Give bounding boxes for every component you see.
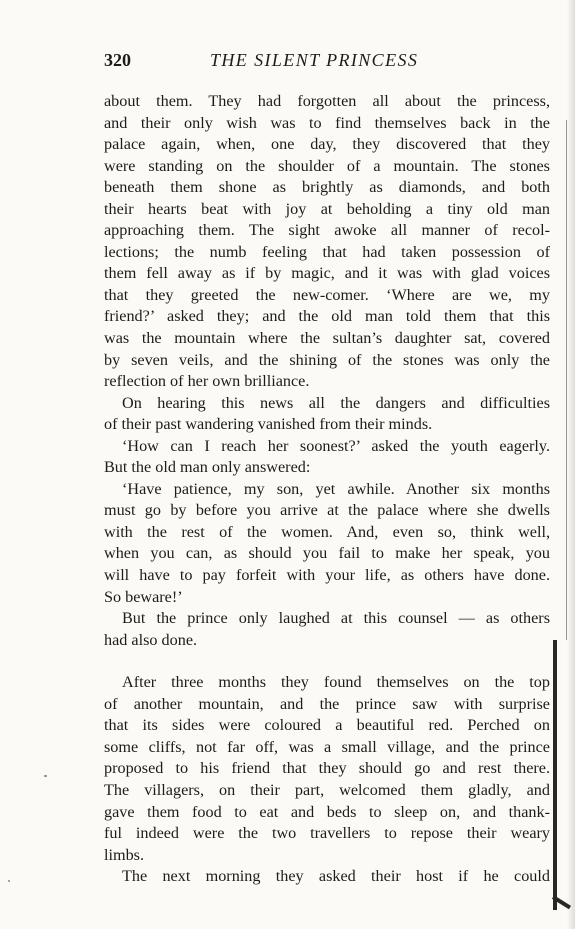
paper-speck [44,775,47,777]
text-line: and their only wish was to find themselves back in the [104,113,550,132]
text-line: of another mountain, and the prince saw with surprise [104,694,550,713]
paragraph [104,436,550,479]
text-line: palace again, when, one day, they discovered that they [104,135,550,154]
text-line: some cliffs, not far off, was a small village, and the prince [104,737,550,756]
paragraph [104,866,550,888]
paragraph [104,672,550,866]
paragraph [104,479,550,608]
text-line: that its sides were coloured a beautiful red. Perched on [104,716,550,735]
page-header [104,50,524,74]
binding-shadow [567,0,575,929]
text-line: So beware!’ [104,587,183,606]
text-line: them fell away as if by magic, and it was with glad voices [104,264,550,283]
text-line: by seven veils, and the shining of the stones was only the [104,350,550,369]
page-edge-line [566,120,567,640]
text-line: But the prince only laughed at this counsel — as others [122,609,550,628]
text-line: The villagers, on their part, welcomed them gladly, and [104,780,550,799]
text-line: lections; the numb feeling that had taken possession of [104,242,550,261]
paragraph [104,608,550,651]
text-line: were standing on the shoulder of a mountain. The stones [104,156,550,175]
body-text [104,91,550,888]
text-line: proposed to his friend that they should go and rest there. [104,759,550,778]
text-line: But the old man only answered: [104,458,311,477]
text-line: beneath them shone as brightly as diamonds, and both [104,178,550,197]
binding-edge [553,640,557,910]
text-line: approaching them. The sight awoke all manner of recol- [104,221,550,240]
paper-speck [8,880,10,882]
text-line: limbs. [104,845,145,864]
paragraph [104,91,550,393]
text-line: that they greeted the new-comer. ‘Where are we, my [104,285,550,304]
section-break [104,651,550,672]
text-line: of their past wandering vanished from their minds. [104,415,433,434]
text-line: when you can, as should you fail to make her speak, you [104,544,550,563]
text-line: reflection of her own brilliance. [104,372,310,391]
text-line: The next morning they asked their host if he could [122,867,550,886]
running-title: THE SILENT PRINCESS [210,50,419,70]
text-line: After three months they found themselves on the top [122,673,550,692]
text-line: was the mountain where the sultan’s daughter sat, covered [104,329,550,348]
text-line: gave them food to eat and beds to sleep on, and thank- [104,802,550,821]
paragraph [104,393,550,436]
text-line: ‘How can I reach her soonest?’ asked the youth eagerly. [122,436,550,455]
text-line: had also done. [104,630,198,649]
text-line: ful indeed were the two travellers to repose their weary [104,824,550,843]
text-line: their hearts beat with joy at beholding a tiny old man [104,199,550,218]
text-line: with the rest of the women. And, even so, think well, [104,522,550,541]
text-line: On hearing this news all the dangers and difficulties [122,393,550,412]
text-line: friend?’ asked they; and the old man told them that this [104,307,550,326]
text-line: about them. They had forgotten all about the princess, [104,92,550,110]
text-line: will have to pay forfeit with your life, as others have done. [104,566,550,585]
text-line: ‘Have patience, my son, yet awhile. Another six months [122,479,550,498]
page-number: 320 [104,50,131,70]
text-line: must go by before you arrive at the palace where she dwells [104,501,550,520]
